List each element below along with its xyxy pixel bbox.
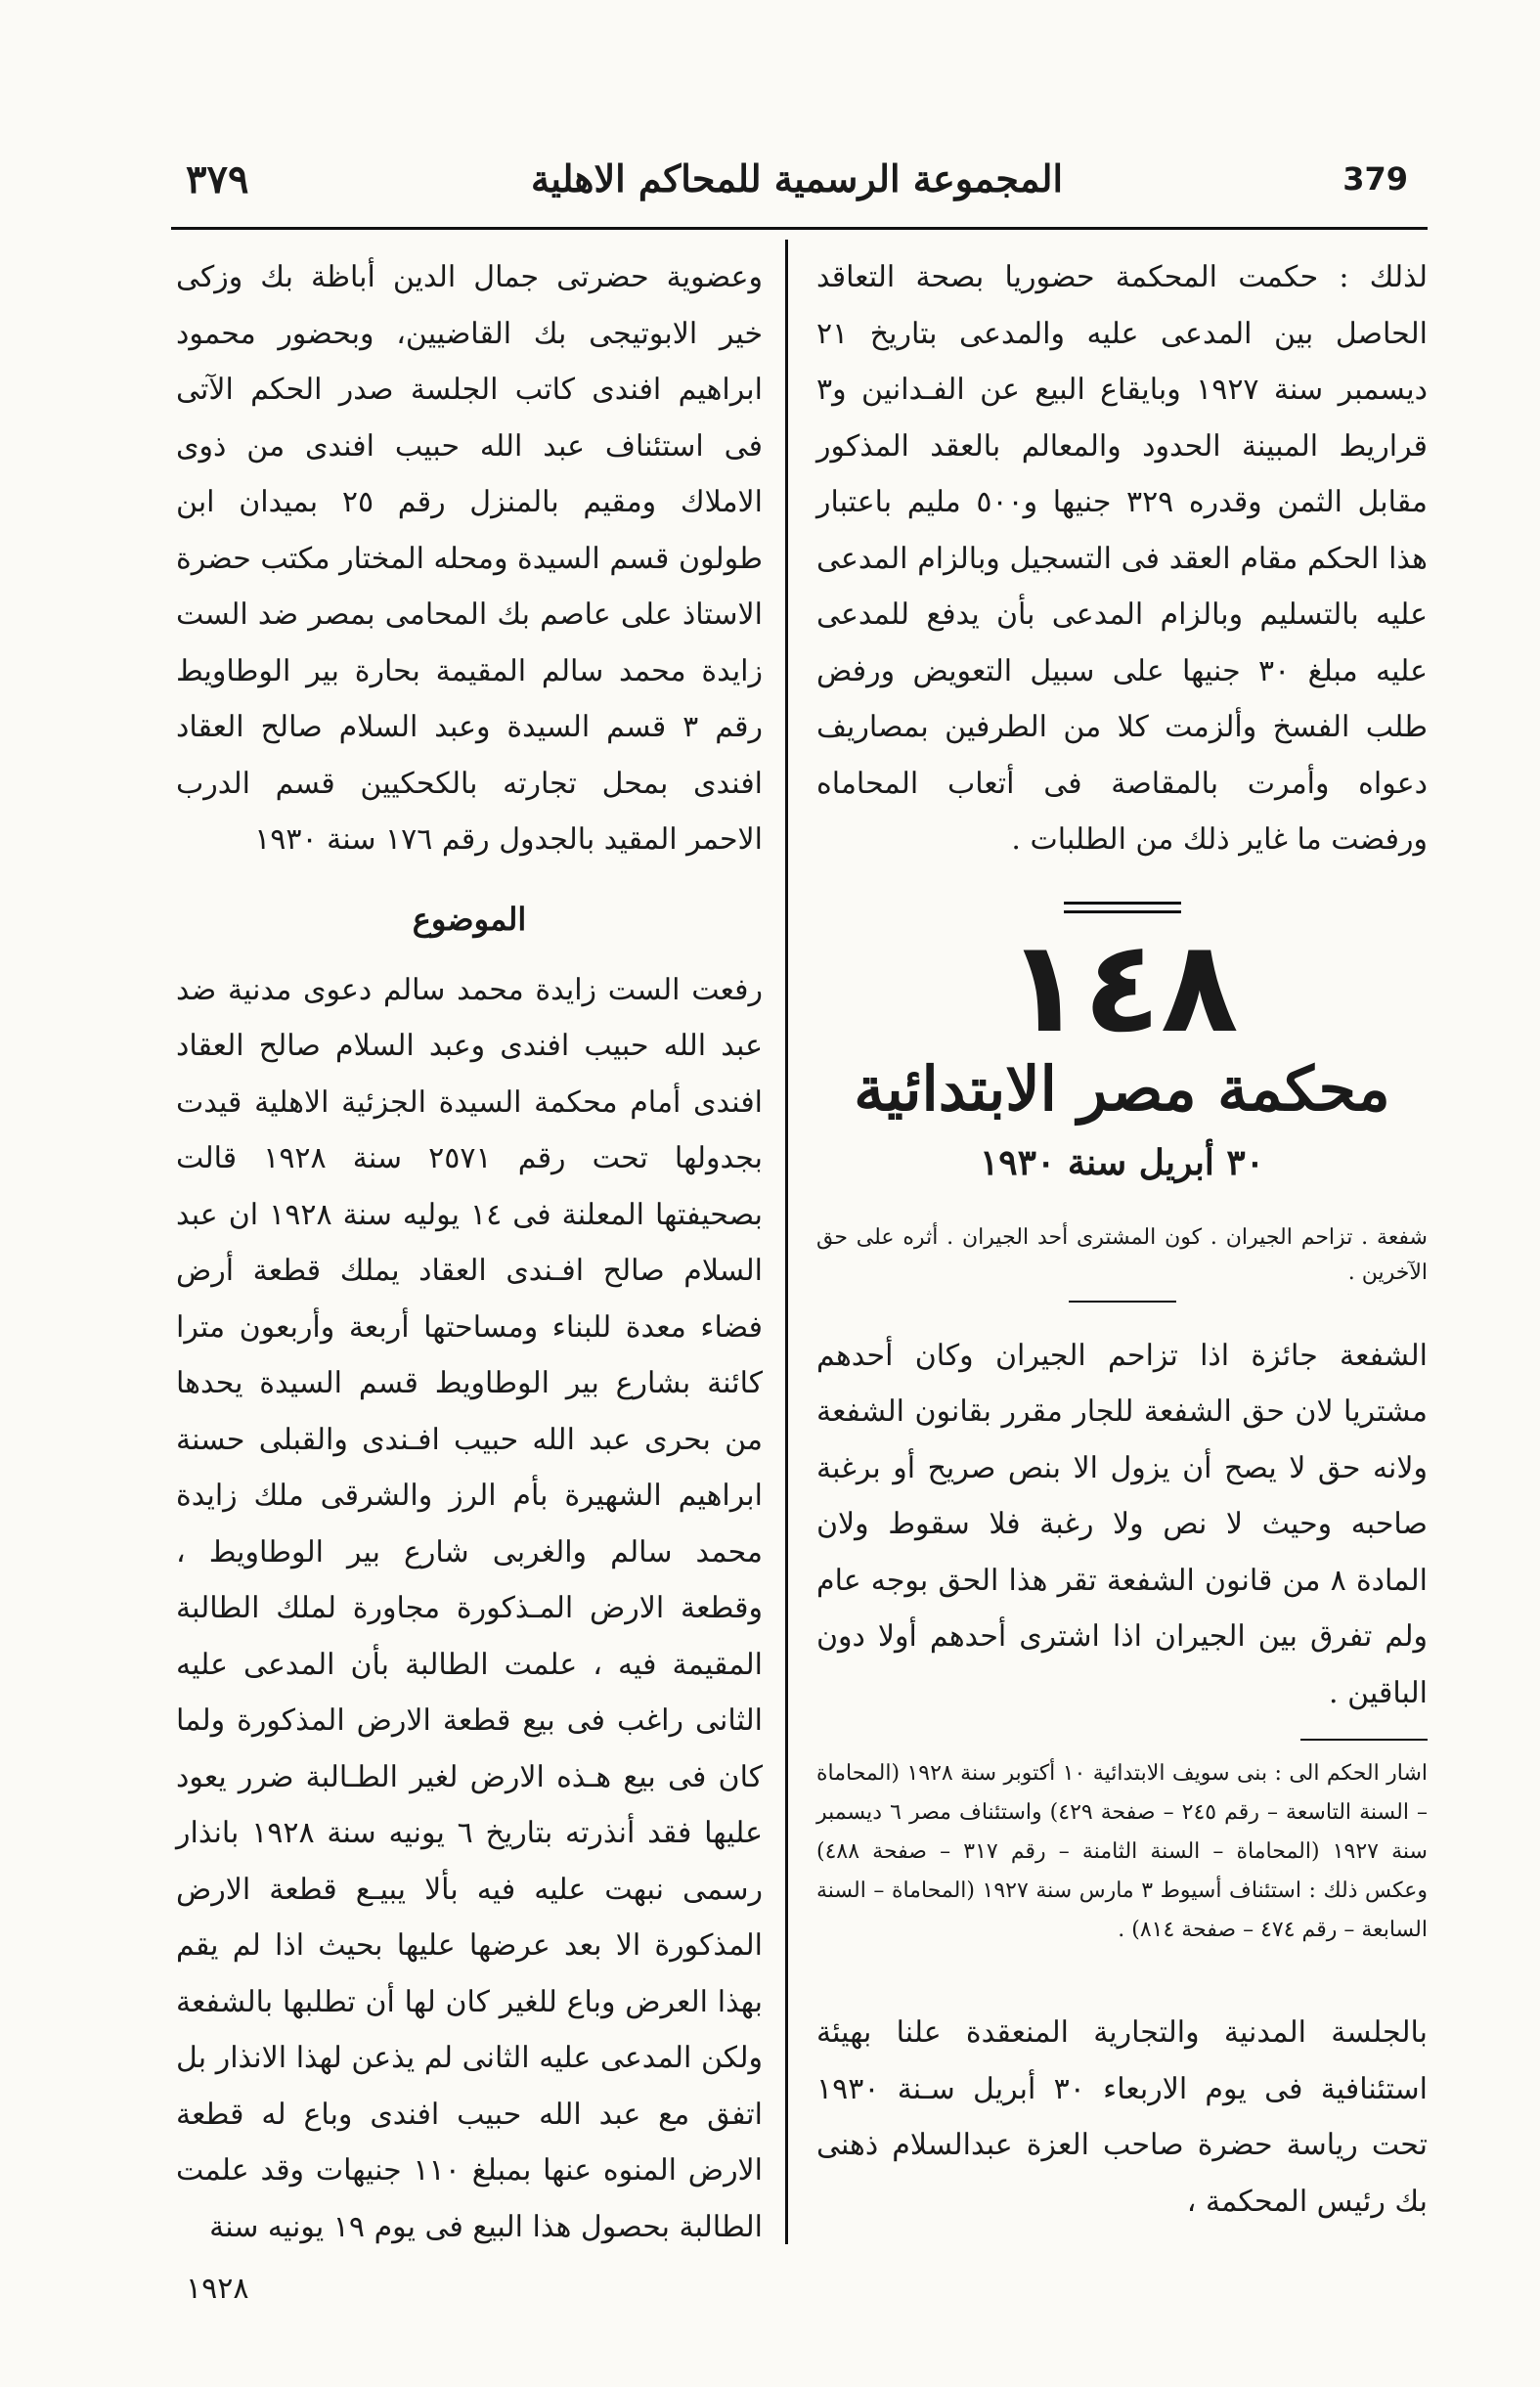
header-rule xyxy=(171,227,1428,230)
trailing-year: ١٩٢٨ xyxy=(186,2272,249,2306)
column-divider xyxy=(785,240,788,2244)
case-number: ١٤٨ xyxy=(1005,911,1239,1061)
page-number-arabic: ٣٧٩ xyxy=(186,156,249,202)
facts-paragraph: رفعت الست زايدة محمد سالم دعوى مدنية ضد عبد الله حبيب افندى وعبد السلام صالح العقاد افندى أمام محكمة السيدة الجزئية الاهلية قيدت بجدولها تحت رقم ٢٥٧١ سنة ١٩٢٨ قالت بصحيفتها المعلنة فى ١٤ يوليه سنة ١٩٢٨ ان عبد السلام صالح افـندى العقاد يملك قطعة أرض فضاء معدة للبناء ومساحتها أربعة وأربعون مترا كائنة بشارع بير الوطاويط قسم السيدة يحدها من بحرى عبد الله حبيب افـندى والقبلى حسنة ابراهيم الشهيرة بأم الرز والشرقى ملك زايدة محمد سالم والغربى شارع بير الوطاويط ، وقطعة الارض المـذكورة مجاورة لملك الطالبة المقيمة فيه ، علمت الطالبة بأن المدعى عليه الثانى راغب فى بيع قطعة الارض المذكورة ولما كان فى بيع هـذه الارض لغير الطـالبة ضرر يعود عليها فقد أنذرته بتاريخ ٦ يونيه سنة ١٩٢٨ بانذار رسمى نبهت عليه فيه بألا يبيـع قطعة الارض المذكورة الا بعد عرضها عليها بحيث اذا لم يقم بهذا العرض وباع للغير كان لها أن تطلبها بالشفعة ولكن المدعى عليه الثانى لم يذعن لهذا الانذار بل اتفق مع عبد الله حبيب افندى وباع له قطعة الارض المنوه عنها بمبلغ ١١٠ جنيهات وقد علمت الطالبة بحصول هذا البيع فى يوم ١٩ يونيه سنة xyxy=(176,972,764,2244)
left-column xyxy=(176,249,763,2318)
judgment-date: ٣٠ أبريل سنة ١٩٣٠ xyxy=(979,1141,1265,1183)
section-double-rule xyxy=(1064,902,1181,913)
footnote-rule xyxy=(1300,1739,1428,1741)
court-composition-paragraph: وعضوية حضرتى جمال الدين أباظة بك وزكى خير الابوتيجى بك القاضيين، وبحضور محمود ابراهيم افندى كاتب الجلسة صدر الحكم الآتى فى استئناف عبد الله حبيب افندى من ذوى الاملاك ومقيم بالمنزل رقم ٢٥ بميدان ابن طولون قسم السيدة ومحله المختار مكتب حضرة الاستاذ على عاصم بك المحامى بمصر ضد الست زايدة محمد سالم المقيمة بحارة بير الوطاويط رقم ٣ قسم السيدة وعبد السلام صالح العقاد افندى بمحل تجارته بالكحكيين قسم الدرب الاحمر المقيد بالجدول رقم ١٧٦ سنة ١٩٣٠ xyxy=(176,260,763,857)
spacer xyxy=(816,1950,1428,2005)
ruling-paragraph: لذلك : حكمت المحكمة حضوريا بصحة التعاقد الحاصل بين المدعى عليه والمدعى بتاريخ ٢١ ديسمبر سنة ١٩٢٧ وبايقاع البيع عن الفـدانين و٣ قراريط المبينة الحدود والمعالم بالعقد المذكور مقابل الثمن وقدره ٣٢٩ جنيها و٥٠٠ مليم باعتبار هذا الحكم مقام العقد فى التسجيل وبالزام المدعى عليه بالتسليم وبالزام المدعى بأن يدفع للمدعى عليه مبلغ ٣٠ جنيها على سبيل التعويض ورفض طلب الفسخ وألزمت كلا من الطرفين بمصاريف دعواه وأمرت بالمقاصة فى أتعاب المحاماه ورفضت ما غاير ذلك من الطلبات . xyxy=(816,260,1428,857)
keywords-rule xyxy=(1069,1301,1176,1303)
right-column xyxy=(816,249,1428,2230)
footnote: اشار الحكم الى : بنى سويف الابتدائية ١٠ أكتوبر سنة ١٩٢٨ (المحاماة – السنة التاسعة – رقم ٢٤٥ – صفحة ٤٢٩) واستئناف مصر ٦ ديسمبر سنة ١٩٢٧ (المحاماة – السنة الثامنة – رقم ٣١٧ – صفحة ٤٨٨) وعكس ذلك : استئناف أسيوط ٣ مارس سنة ١٩٢٧ (المحاماة – السنة السابعة – رقم ٤٧٤ – صفحة ٨١٤) . xyxy=(816,1761,1429,1942)
court-name: محكمة مصر الابتدائية xyxy=(854,1052,1390,1125)
subject-heading: الموضوع xyxy=(412,900,527,938)
page-header xyxy=(166,156,1428,215)
page-number-latin: 379 xyxy=(1342,160,1408,198)
keywords: شفعة . تزاحم الجيران . كون المشترى أحد الجيران . أثره على حق الآخرين . xyxy=(816,1224,1428,1285)
session-paragraph: بالجلسة المدنية والتجارية المنعقدة علنا بهيئة استئنافية فى يوم الاربعاء ٣٠ أبريل سـنة ١٩٣٠ تحت رياسة حضرة صاحب العزة عبدالسلام ذهنى بك رئيس المحكمة ، xyxy=(816,2015,1428,2219)
legal-principle: الشفعة جائزة اذا تزاحم الجيران وكان أحدهم مشتريا لان حق الشفعة للجار مقرر بقانون الشفعة ولانه حق لا يصح أن يزول الا بنص صريح أو برغبة صاحبه وحيث لا نص ولا رغبة فلا سقوط ولان المادة ٨ من قانون الشفعة تقر هذا الحق بوجه عام ولم تفرق بين الجيران اذا اشترى أحدهم أولا دون الباقين . xyxy=(816,1338,1428,1710)
journal-title: المجموعة الرسمية للمحاكم الاهلية xyxy=(530,156,1064,200)
